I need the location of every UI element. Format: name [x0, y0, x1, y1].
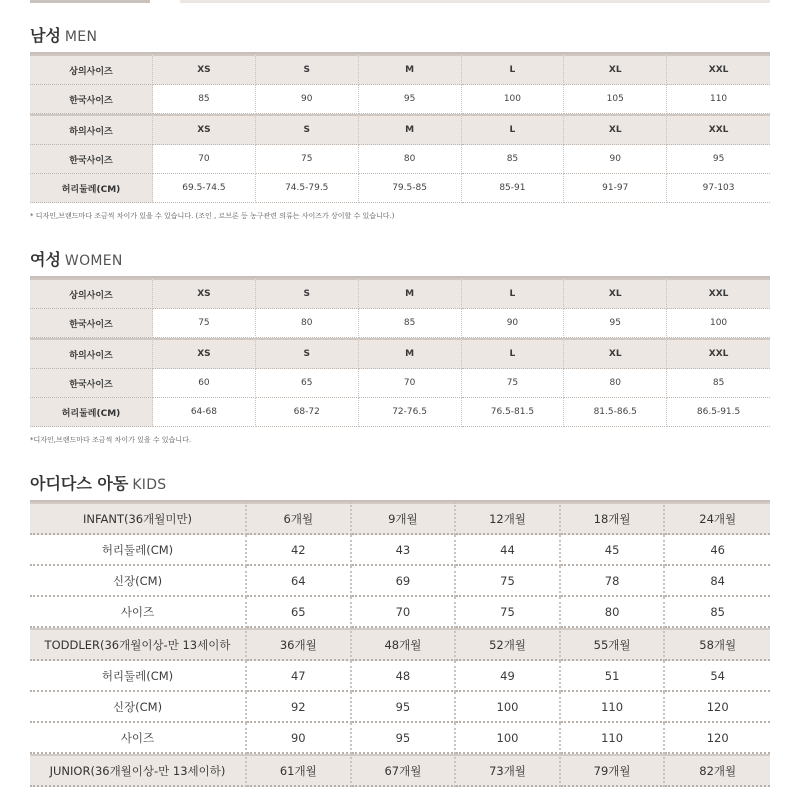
women-table-cell: 86.5-91.5 [667, 398, 770, 427]
women-table-cell: 68-72 [256, 398, 359, 427]
men-table-cell: 95 [667, 145, 770, 174]
men-row-label: 하의사이즈 [30, 114, 153, 145]
men-table-cell: L [462, 114, 565, 145]
kids-table-cell: 110 [561, 692, 666, 723]
men-table-cell: XS [153, 114, 256, 145]
kids-table-cell: 110 [561, 723, 666, 754]
kids-table-cell: 9개월 [352, 502, 457, 535]
kids-table-cell: 100 [456, 723, 561, 754]
women-table-cell: 70 [359, 369, 462, 398]
men-size-note: * 디자인,브랜드마다 조금씩 차이가 있을 수 있습니다. (조인 , 르브론 등 농구관련 의류는 사이즈가 상이할 수 있습니다.) [30, 212, 395, 220]
men-table-cell: 110 [667, 85, 770, 114]
women-table-cell: L [462, 338, 565, 369]
women-table-cell: XS [153, 278, 256, 309]
women-table-cell: 64-68 [153, 398, 256, 427]
women-table-cell: 81.5-86.5 [564, 398, 667, 427]
men-row-label: 허리둘레(CM) [30, 174, 153, 203]
kids-table-cell: 55개월 [561, 628, 666, 661]
women-row-label: 한국사이즈 [30, 309, 153, 338]
women-table-cell: 100 [667, 309, 770, 338]
kids-table-cell: 43 [352, 535, 457, 566]
men-table-cell: M [359, 54, 462, 85]
women-table-cell: 85 [667, 369, 770, 398]
women-table-cell: S [256, 338, 359, 369]
top-divider [30, 0, 770, 3]
men-row-label: 상의사이즈 [30, 54, 153, 85]
women-table-cell: 90 [462, 309, 565, 338]
kids-table-cell: 48개월 [352, 628, 457, 661]
men-table-cell: XL [564, 54, 667, 85]
men-size-table [30, 54, 770, 203]
kids-table-cell: 45 [561, 535, 666, 566]
kids-section-title [30, 472, 770, 496]
men-table-cell: S [256, 54, 359, 85]
kids-row-label: JUNIOR(36개월이상-만 13세이하) [30, 754, 247, 787]
kids-table-cell: 18개월 [561, 502, 666, 535]
men-table-cell: 100 [462, 85, 565, 114]
kids-table-cell: 48 [352, 661, 457, 692]
kids-table-cell: 47 [247, 661, 352, 692]
women-table-cell: XXL [667, 338, 770, 369]
men-table-cell: 105 [564, 85, 667, 114]
women-table-cell: 76.5-81.5 [462, 398, 565, 427]
kids-table-cell: 64 [247, 566, 352, 597]
kids-table-cell: 52개월 [456, 628, 561, 661]
women-table-cell: 72-76.5 [359, 398, 462, 427]
men-title-en: MEN [64, 29, 98, 45]
kids-table-cell: 120 [665, 723, 770, 754]
kids-table-cell: 95 [352, 723, 457, 754]
women-table-cell: 80 [256, 309, 359, 338]
men-table-cell: XL [564, 114, 667, 145]
women-table-cell: 60 [153, 369, 256, 398]
women-table-cell: M [359, 338, 462, 369]
men-table-cell: 80 [359, 145, 462, 174]
kids-table-cell: 69 [352, 566, 457, 597]
women-table-cell: 75 [153, 309, 256, 338]
kids-table-cell: 75 [456, 566, 561, 597]
kids-table-cell: 73개월 [456, 754, 561, 787]
men-table-cell: L [462, 54, 565, 85]
men-table-cell: S [256, 114, 359, 145]
men-table-cell: 95 [359, 85, 462, 114]
men-title-ko: 남성 [30, 26, 61, 45]
women-table-cell: XL [564, 278, 667, 309]
kids-table-cell: 95 [352, 692, 457, 723]
women-size-table [30, 278, 770, 427]
kids-table-cell: 84 [665, 566, 770, 597]
women-table-cell: M [359, 278, 462, 309]
men-table-cell: XS [153, 54, 256, 85]
kids-row-label: 허리둘레(CM) [30, 535, 247, 566]
kids-table-cell: 92 [247, 692, 352, 723]
men-table-cell: 69.5-74.5 [153, 174, 256, 203]
women-row-label: 한국사이즈 [30, 369, 153, 398]
women-table-cell: XL [564, 338, 667, 369]
men-table-cell: 85-91 [462, 174, 565, 203]
kids-table-cell: 58개월 [665, 628, 770, 661]
kids-row-label: 신장(CM) [30, 692, 247, 723]
kids-table-cell: 49 [456, 661, 561, 692]
kids-row-label: 신장(CM) [30, 566, 247, 597]
women-table-cell: 95 [564, 309, 667, 338]
men-section-title [30, 24, 770, 48]
men-table-cell: 90 [564, 145, 667, 174]
men-table-cell: 79.5-85 [359, 174, 462, 203]
men-table-cell: 70 [153, 145, 256, 174]
kids-table-cell: 54 [665, 661, 770, 692]
kids-table-cell: 75 [456, 597, 561, 628]
men-table-cell: 75 [256, 145, 359, 174]
men-row-label: 한국사이즈 [30, 145, 153, 174]
kids-row-label: 사이즈 [30, 597, 247, 628]
kids-size-table [30, 502, 770, 787]
women-row-label: 상의사이즈 [30, 278, 153, 309]
women-table-cell: 80 [564, 369, 667, 398]
kids-row-label: 사이즈 [30, 723, 247, 754]
kids-table-cell: 120 [665, 692, 770, 723]
women-title-en: WOMEN [64, 253, 123, 269]
men-table-cell: 74.5-79.5 [256, 174, 359, 203]
kids-table-cell: 42 [247, 535, 352, 566]
kids-title-en: KIDS [132, 477, 167, 493]
kids-row-label: 허리둘레(CM) [30, 661, 247, 692]
kids-table-cell: 79개월 [561, 754, 666, 787]
men-row-label: 한국사이즈 [30, 85, 153, 114]
kids-table-cell: 100 [456, 692, 561, 723]
kids-row-label: INFANT(36개월미만) [30, 502, 247, 535]
kids-row-label: TODDLER(36개월이상-만 13세이하 [30, 628, 247, 661]
kids-table-cell: 80 [561, 597, 666, 628]
women-row-label: 허리둘레(CM) [30, 398, 153, 427]
women-table-cell: S [256, 278, 359, 309]
men-table-cell: 90 [256, 85, 359, 114]
kids-table-cell: 12개월 [456, 502, 561, 535]
men-table-cell: 97-103 [667, 174, 770, 203]
women-table-cell: 65 [256, 369, 359, 398]
kids-table-cell: 65 [247, 597, 352, 628]
kids-table-cell: 78 [561, 566, 666, 597]
women-table-cell: XXL [667, 278, 770, 309]
men-table-cell: M [359, 114, 462, 145]
men-table-cell: 85 [462, 145, 565, 174]
kids-table-cell: 85 [665, 597, 770, 628]
women-size-note: *디자인,브랜드마다 조금씩 차이가 있을 수 있습니다. [30, 436, 192, 444]
women-table-cell: XS [153, 338, 256, 369]
kids-table-cell: 51 [561, 661, 666, 692]
kids-table-cell: 90 [247, 723, 352, 754]
kids-table-cell: 44 [456, 535, 561, 566]
women-table-cell: 75 [462, 369, 565, 398]
men-table-cell: 85 [153, 85, 256, 114]
women-size-section [30, 248, 770, 445]
women-section-title [30, 248, 770, 272]
kids-table-cell: 67개월 [352, 754, 457, 787]
women-table-cell: 85 [359, 309, 462, 338]
men-table-cell: 91-97 [564, 174, 667, 203]
women-title-ko: 여성 [30, 250, 61, 269]
kids-table-cell: 46 [665, 535, 770, 566]
men-table-cell: XXL [667, 54, 770, 85]
men-size-section [30, 24, 770, 221]
kids-table-cell: 70 [352, 597, 457, 628]
kids-table-cell: 82개월 [665, 754, 770, 787]
kids-size-section [30, 472, 770, 787]
kids-table-cell: 24개월 [665, 502, 770, 535]
men-table-cell: XXL [667, 114, 770, 145]
kids-table-cell: 6개월 [247, 502, 352, 535]
women-table-cell: L [462, 278, 565, 309]
kids-title-ko: 아디다스 아동 [30, 474, 129, 493]
kids-table-cell: 61개월 [247, 754, 352, 787]
women-row-label: 하의사이즈 [30, 338, 153, 369]
kids-table-cell: 36개월 [247, 628, 352, 661]
